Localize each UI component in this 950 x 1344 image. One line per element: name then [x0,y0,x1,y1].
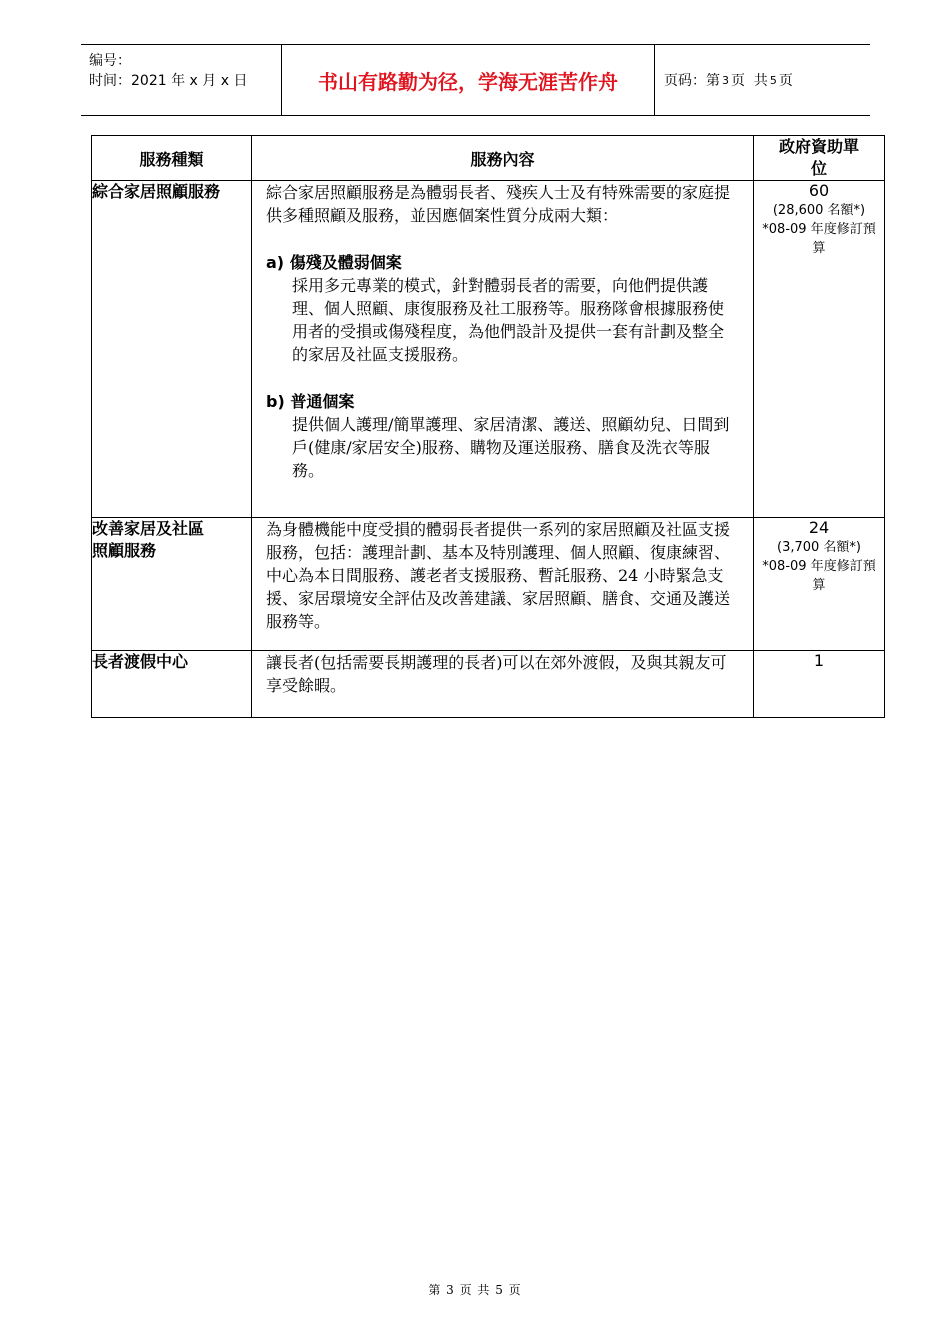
content-intro: 綜合家居照顧服務是為體弱長者、殘疾人士及有特殊需要的家庭提供多種照顧及服務，並因應個案性質分成兩大類： [266,183,731,225]
table-row [92,181,885,518]
subsection-heading [266,251,737,274]
table-row [92,518,885,651]
funded-units-cell [754,518,885,651]
unit-count: 24 [808,518,830,537]
page-suffix: 页 [778,73,793,89]
header-service-type: 服務種類 [92,136,252,181]
content-text: 讓長者(包括需要長期護理的長者)可以在郊外渡假，及與其親友可享受餘暇。 [266,653,727,695]
service-content [252,181,754,518]
unit-count: 60 [808,181,830,200]
page-header [81,44,870,116]
subsection-text: 提供個人護理/簡單護理、家居清潔、護送、照顧幼兒、日間到戶(健康/家居安全)服務、購物及運送服務、膳食及洗衣等服務。 [292,415,730,480]
funded-units-cell [754,181,885,518]
header-meta [89,51,279,91]
funded-units-cell [754,651,885,718]
header-service-content: 服務內容 [252,136,754,181]
service-category: 長者渡假中心 [92,651,252,718]
subsection-heading [266,390,737,413]
header-motto: 书山有路勤为径，学海无涯苦作舟 [318,69,618,94]
subsection-marker: a) [266,253,285,272]
subsection-marker: b) [266,392,285,411]
time-label: 时间：2021 年 x 月 x 日 [89,73,248,89]
page-indicator [664,45,864,115]
page-footer: 第 3 页 共 5 页 [428,1283,522,1297]
subsection-text: 採用多元專業的模式，針對體弱長者的需要，向他們提供護理、個人照顧、康復服務及社工服務等。服務隊會根據服務使用者的受損或傷殘程度，為他們設計及提供一套有計劃及整全的家居及社區支援服務。 [292,276,725,364]
page-mid: 页 共 [731,73,768,89]
subsection-title: 普通個案 [290,392,355,411]
unit-remark: *08-09 年度修訂預算 [762,559,876,593]
content-text: 為身體機能中度受損的體弱長者提供一系列的家居照顧及社區支援服務，包括：護理計劃、基本及特別護理、個人照顧、復康練習、中心為本日間服務、護老者支援服務、暫託服務、24 小時緊急支援、家居環境安全評估及改善建議、家居照顧、膳食、交通及護送服務等。 [266,520,731,631]
header-funded-units: 政府資助單位 [754,136,885,181]
page-current: 3 [722,73,729,87]
unit-remark: *08-09 年度修訂預算 [762,222,876,256]
unit-quota: (3,700 名額*) [777,540,861,555]
subsection-title: 傷殘及體弱個案 [289,253,402,272]
table-header-row [92,136,885,181]
service-category: 綜合家居照顧服務 [92,181,252,518]
page-prefix: 页码：第 [664,73,720,89]
table-row [92,651,885,718]
service-content [252,651,754,718]
header-divider [654,45,655,115]
number-label: 编号： [89,53,131,69]
service-category: 改善家居及社區照顧服務 [92,518,252,651]
unit-quota: (28,600 名額*) [772,203,866,218]
unit-count: 1 [813,651,825,670]
services-table [91,135,885,718]
service-content [252,518,754,651]
page-total: 5 [769,73,777,87]
